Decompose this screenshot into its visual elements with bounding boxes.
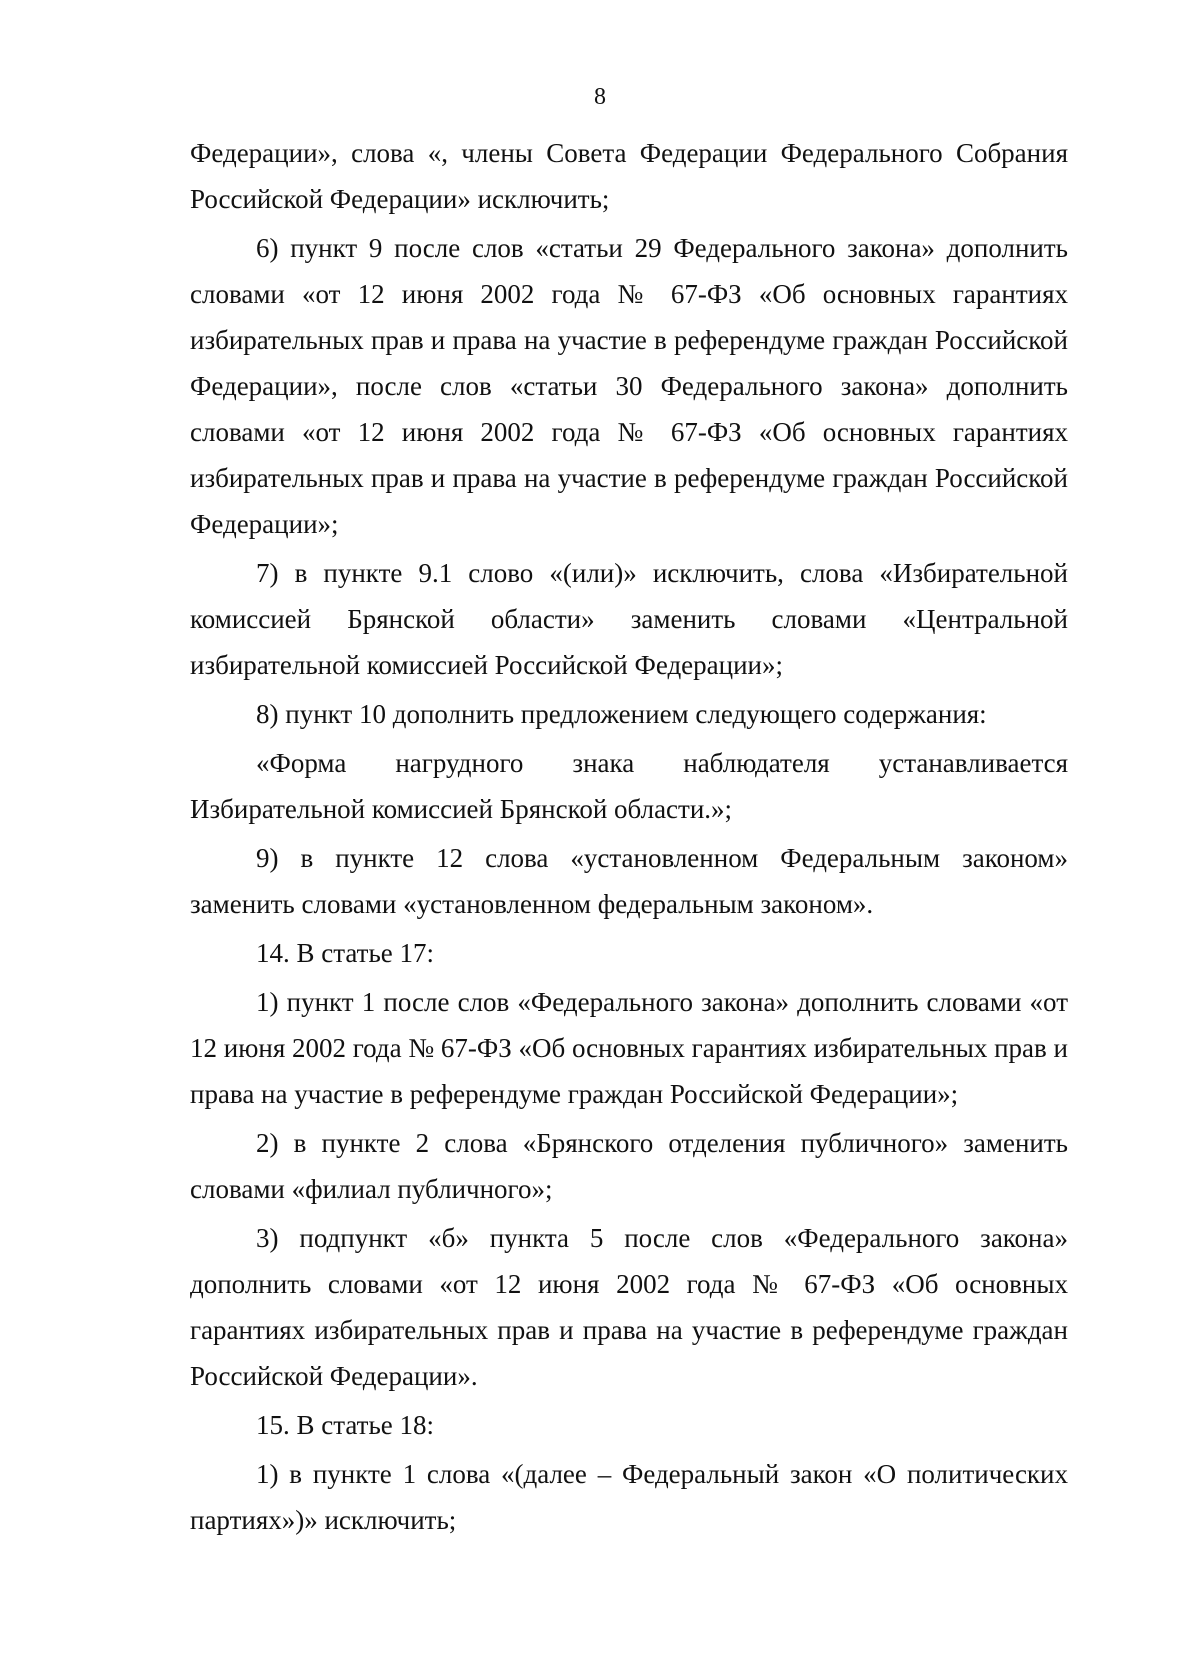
document-paragraph: 8) пункт 10 дополнить предложением следующего содержания: <box>256 699 987 729</box>
document-body <box>190 130 1068 1546</box>
document-paragraph: 1) в пункте 1 слова «(далее – Федеральный закон «О политических партиях»)» исключить; <box>190 1459 1068 1535</box>
document-paragraph: 3) подпункт «б» пункта 5 после слов «Федерального закона» дополнить словами «от 12 июня 2002 года № 67-ФЗ «Об основных гарантиях избирательных прав и права на участие в референдуме граждан Российской Федерации». <box>190 1223 1068 1391</box>
document-paragraph: 1) пункт 1 после слов «Федерального закона» дополнить словами «от 12 июня 2002 года № 67-ФЗ «Об основных гарантиях избирательных прав и права на участие в референдуме граждан Российской Федерации»; <box>190 987 1068 1109</box>
document-paragraph: 6) пункт 9 после слов «статьи 29 Федерального закона» дополнить словами «от 12 июня 2002 года № 67-ФЗ «Об основных гарантиях избирательных прав и права на участие в референдуме граждан Российской Федерации», после слов «статьи 30 Федерального закона» дополнить словами «от 12 июня 2002 года № 67-ФЗ «Об основных гарантиях избирательных прав и права на участие в референдуме граждан Российской Федерации»; <box>190 233 1068 539</box>
document-paragraph: Федерации», слова «, члены Совета Федерации Федерального Собрания Российской Федерации» исключить; <box>190 138 1068 214</box>
document-paragraph: «Форма нагрудного знака наблюдателя устанавливается Избирательной комиссией Брянской области.»; <box>190 748 1068 824</box>
document-paragraph: 9) в пункте 12 слова «установленном Федеральным законом» заменить словами «установленном федеральным законом». <box>190 843 1068 919</box>
document-paragraph: 14. В статье 17: <box>256 938 435 968</box>
document-paragraph: 2) в пункте 2 слова «Брянского отделения публичного» заменить словами «филиал публичного»; <box>190 1128 1068 1204</box>
page-number: 8 <box>594 84 606 110</box>
document-paragraph: 7) в пункте 9.1 слово «(или)» исключить, слова «Избирательной комиссией Брянской области» заменить словами «Центральной избирательной комиссией Российской Федерации»; <box>190 558 1068 680</box>
document-paragraph: 15. В статье 18: <box>256 1410 435 1440</box>
